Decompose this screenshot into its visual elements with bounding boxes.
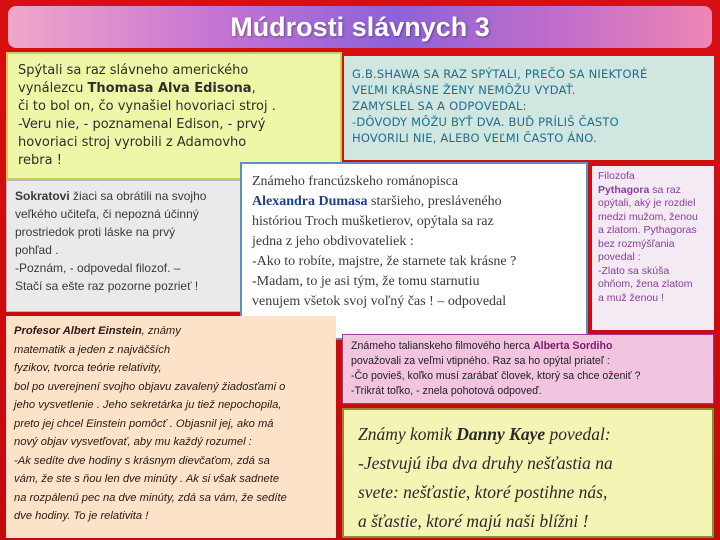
sokrates-line-3: prostriedok proti láske na prvý — [15, 225, 176, 239]
pythagoras-line-2-text: sa raz — [649, 183, 681, 196]
edison-name: Thomasa Alva Edisona — [87, 81, 252, 96]
dumas-line-5: -Ako to robíte, majstre, že starnete tak krásne ? — [252, 254, 517, 269]
sordi-line-1-text: Známeho talianskeho filmového herca — [351, 340, 533, 352]
sokrates-line-5: -Poznám, - odpovedal filozof. – — [15, 261, 181, 275]
einstein-line-1 — [14, 322, 328, 341]
sokrates-line-1 — [15, 187, 233, 205]
pythagoras-line-6: bez rozmýšľania — [598, 237, 675, 250]
sokrates-line-4: pohľad . — [15, 243, 59, 257]
dumas-line-2 — [252, 192, 576, 212]
kaye-name: Danny Kaye — [456, 424, 546, 444]
sordi-line-2: považovali za veľmi vtipného. Raz sa ho opýtal priateľ : — [351, 355, 610, 367]
edison-line-1: Spýtali sa raz slávneho amerického — [18, 63, 249, 78]
pythagoras-name: Pythagora — [598, 183, 650, 196]
einstein-line-1-text: , známy — [141, 325, 181, 337]
sokrates-quote-panel — [6, 180, 242, 312]
sokrates-name: Sokratovi — [15, 189, 70, 203]
page-title: Múdrosti slávnych 3 — [230, 11, 490, 42]
shaw-line-5: HOVORILI NIE, ALEBO VEĽMI ČASTO ÁNO. — [352, 131, 597, 145]
einstein-line-4: bol po uverejnení svojho objavu zavalený žiadosťami o — [14, 380, 286, 393]
einstein-line-3: fyzikov, tvorca teórie relativity, — [14, 362, 162, 374]
edison-line-3: či to bol on, čo vynašiel hovoriaci stroj . — [18, 99, 276, 114]
pythagoras-line-7: povedal : — [598, 251, 641, 263]
pythagoras-line-3: opýtali, aký je rozdiel — [598, 197, 696, 209]
dumas-line-6: -Madam, to je asi tým, že tomu starnutiu — [252, 274, 480, 289]
edison-line-6: rebra ! — [18, 153, 62, 168]
pythagoras-line-8: -Zlato sa skúša — [598, 264, 670, 277]
pythagoras-line-4: medzi mužom, ženou — [598, 210, 698, 223]
edison-quote-panel — [6, 52, 342, 180]
shaw-quote-panel — [344, 56, 714, 160]
sordi-name: Alberta Sordiho — [532, 340, 613, 352]
edison-line-2-text: vynálezcu — [18, 81, 88, 96]
kaye-line-3: svete: nešťastie, ktoré postihne nás, — [358, 482, 608, 502]
dumas-line-4: jedna z jeho obdivovateliek : — [252, 234, 414, 249]
pythagoras-line-10: a muž ženou ! — [598, 291, 664, 304]
dumas-line-7: venujem všetok svoj voľný čas ! – odpovedal — [252, 294, 507, 309]
sokrates-line-2: veľkého učiteľa, či nepozná účinný — [15, 207, 199, 221]
dumas-line-2-text: staršieho, presláveného — [367, 194, 502, 209]
kaye-line-1 — [358, 420, 698, 449]
kaye-line-1-text: Známy komik — [358, 424, 457, 444]
kaye-quote-panel — [342, 408, 714, 538]
shaw-line-1: G.B.SHAWA SA RAZ SPÝTALI, PREČO SA NIEKTORÉ — [352, 67, 648, 81]
einstein-line-6: preto jej chcel Einstein pomôcť . Objasnil jej, ako má — [14, 417, 274, 430]
kaye-line-4: a šťastie, ktoré majú naši blížni ! — [358, 511, 589, 531]
title-banner — [8, 6, 712, 48]
einstein-prefix: Profesor — [14, 325, 63, 337]
einstein-line-10: na rozpálenú pec na dve minúty, zdá sa vám, že sedíte — [14, 491, 287, 504]
sordi-line-3: -Čo povieš, koľko musí zarábať človek, ktorý sa chce oženiť ? — [351, 370, 641, 382]
sordi-line-1 — [351, 339, 705, 354]
shaw-line-4: -DÔVODY MÔŽU BYŤ DVA. BUĎ PRÍLIŠ ČASTO — [352, 115, 619, 129]
pythagoras-line-5: a zlatom. Pythagoras — [598, 224, 697, 236]
shaw-line-3: ZAMYSLEL SA A ODPOVEDAL: — [352, 99, 527, 113]
kaye-line-1-end: povedal: — [545, 424, 611, 444]
einstein-line-7: nový objav vysvetľovať, aby mu každý rozumel : — [14, 436, 252, 448]
einstein-line-8: -Ak sedíte dve hodiny s krásnym dievčaťom, zdá sa — [14, 454, 270, 467]
kaye-line-2: -Jestvujú iba dva druhy nešťastia na — [358, 453, 613, 473]
sokrates-line-1-text: žiaci sa obrátili na svojho — [69, 189, 207, 203]
sordi-quote-panel — [342, 334, 714, 404]
dumas-line-1: Známeho francúzskeho románopisca — [252, 174, 459, 189]
edison-line-4: -Veru nie, - poznamenal Edison, - prvý — [18, 117, 266, 132]
sokrates-line-6: Stačí sa ešte raz pozorne pozrieť ! — [15, 279, 199, 293]
pythagoras-quote-panel — [592, 166, 714, 330]
dumas-name: Alexandra Dumasa — [252, 194, 368, 209]
einstein-name: Albert Einstein — [62, 325, 142, 337]
dumas-line-3: históriou Troch mušketierov, opýtala sa raz — [252, 214, 494, 229]
pythagoras-line-2 — [598, 184, 708, 198]
einstein-quote-panel — [6, 316, 336, 538]
sordi-line-4: -Trikrát toľko, - znela pohotová odpoveď. — [351, 385, 542, 397]
einstein-line-9: vám, že ste s ňou len dve minúty . Ak si však sadnete — [14, 473, 280, 485]
edison-line-2 — [18, 80, 330, 98]
pythagoras-line-9: ohňom, žena zlatom — [598, 278, 693, 290]
einstein-line-2: matematik a jeden z najväčších — [14, 343, 171, 356]
einstein-line-11: dve hodiny. To je relativita ! — [14, 510, 149, 522]
einstein-line-5: jeho vysvetlenie . Jeho sekretárka ju tiež nepochopila, — [14, 399, 282, 411]
dumas-quote-panel — [240, 162, 588, 340]
pythagoras-line-1: Filozofa — [598, 170, 635, 182]
edison-line-5: hovoriaci stroj vyrobili z Adamovho — [18, 135, 247, 150]
shaw-line-2: VEĽMI KRÁSNE ŽENY NEMÔŽU VYDAŤ. — [352, 83, 576, 97]
edison-line-2-end: , — [251, 81, 256, 96]
